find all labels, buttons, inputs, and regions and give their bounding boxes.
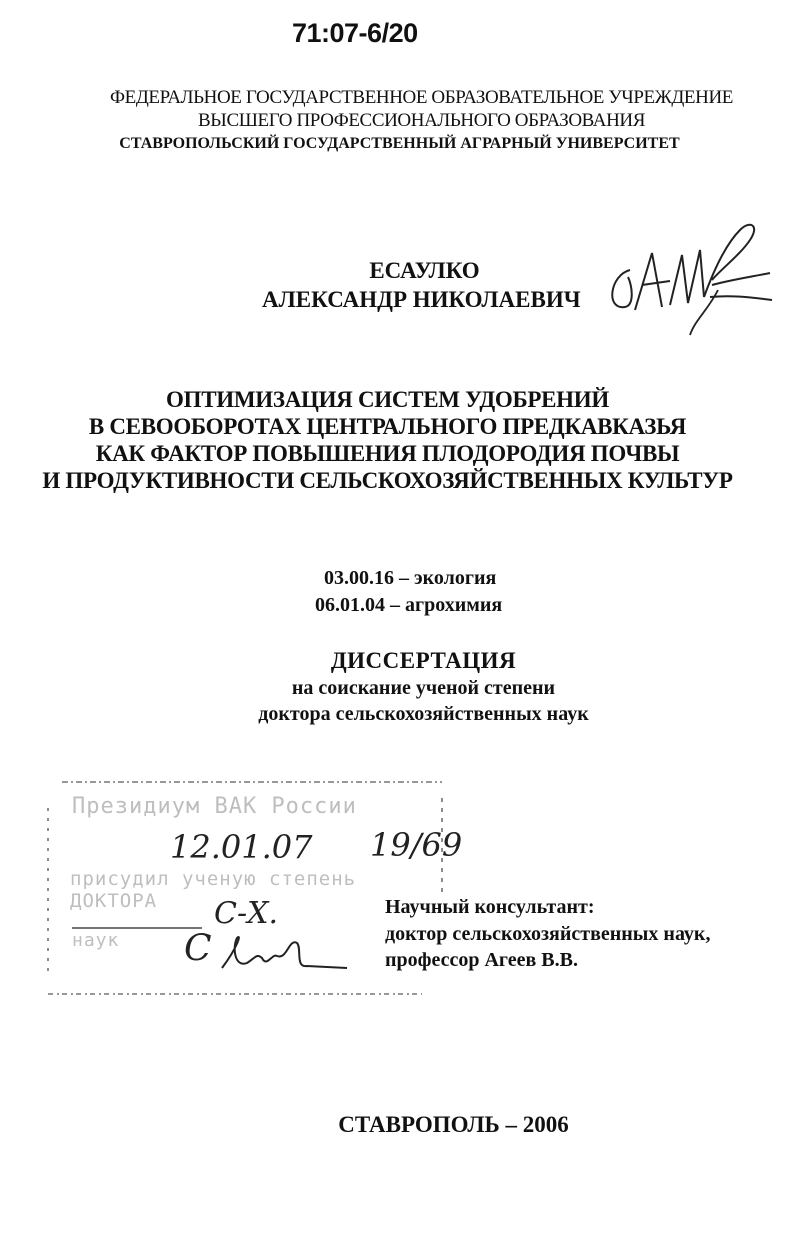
stamp-signature xyxy=(217,928,357,988)
degree-line-2: доктора сельскохозяйственных наук xyxy=(258,703,589,725)
stamp-line-5: наук xyxy=(72,930,120,951)
institution-line-1: ФЕДЕРАЛЬНОЕ ГОСУДАРСТВЕННОЕ ОБРАЗОВАТЕЛЬНОЕ УЧРЕЖДЕНИЕ xyxy=(110,87,733,108)
title-line-3: КАК ФАКТОР ПОВЫШЕНИЯ ПЛОДОРОДИЯ ПОЧВЫ xyxy=(95,441,680,466)
archive-code: 71:07-6/20 xyxy=(292,18,418,48)
degree-line-1: на соискание ученой степени xyxy=(291,677,556,699)
stamp-line-1: Президиум ВАК России xyxy=(72,794,357,819)
specialty-2: 06.01.04 – агрохимия xyxy=(315,594,503,616)
stamp-number: 19/69 xyxy=(370,826,463,864)
specialty-1: 03.00.16 – экология xyxy=(324,567,497,589)
vak-stamp xyxy=(42,778,463,1000)
consultant-name: профессор Агеев В.В. xyxy=(385,949,578,971)
author-name: АЛЕКСАНДР НИКОЛАЕВИЧ xyxy=(262,287,581,312)
title-line-4: И ПРОДУКТИВНОСТИ СЕЛЬСКОХОЗЯЙСТВЕННЫХ КУЛЬТУР xyxy=(42,468,733,493)
title-line-2: В СЕВООБОРОТАХ ЦЕНТРАЛЬНОГО ПРЕДКАВКАЗЬЯ xyxy=(88,414,687,439)
author-signature xyxy=(600,215,780,340)
title-line-1: ОПТИМИЗАЦИЯ СИСТЕМ УДОБРЕНИЙ xyxy=(166,387,609,412)
city-year: СТАВРОПОЛЬ – 2006 xyxy=(338,1112,569,1137)
stamp-field: С-Х. xyxy=(214,896,278,931)
work-kind: ДИССЕРТАЦИЯ xyxy=(330,648,517,673)
institution-line-3: СТАВРОПОЛЬСКИЙ ГОСУДАРСТВЕННЫЙ АГРАРНЫЙ УНИВЕРСИТЕТ xyxy=(119,135,680,152)
stamp-date: 12.01.07 xyxy=(170,828,313,866)
stamp-line-3: присудил ученую степень ДОКТОРА xyxy=(70,868,357,912)
consultant-label: Научный консультант: xyxy=(385,896,595,918)
institution-line-2: ВЫСШЕГО ПРОФЕССИОНАЛЬНОГО ОБРАЗОВАНИЯ xyxy=(198,110,645,131)
author-surname: ЕСАУЛКО xyxy=(369,258,480,283)
stamp-signature-initial: С xyxy=(184,928,212,969)
consultant-degree: доктор сельскохозяйственных наук, xyxy=(385,923,711,945)
